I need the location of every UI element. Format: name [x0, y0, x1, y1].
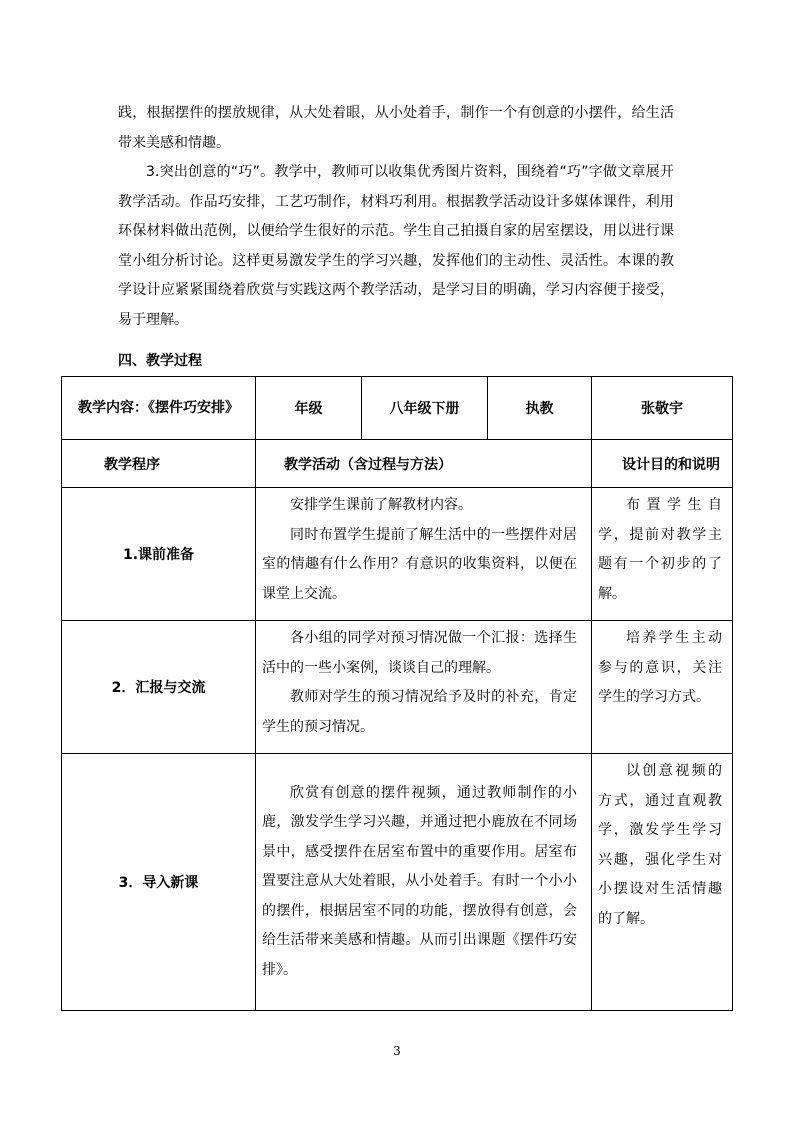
page-number: 3 [393, 1044, 401, 1058]
teacher-name: 张敬宇 [592, 377, 733, 440]
section-heading: 四、教学过程 [118, 353, 202, 369]
procedure-column-header: 教学程序 [62, 440, 256, 488]
activity-cell [256, 754, 592, 1011]
purpose-column-header: 设计目的和说明 [592, 440, 733, 488]
teacher-label: 执教 [488, 377, 592, 440]
step-cell: 1.课前准备 [62, 488, 256, 621]
activity-paragraph: 安排学生课前了解教材内容。 [290, 497, 472, 513]
table-header-row [62, 377, 733, 440]
grade-label: 年级 [256, 377, 362, 440]
step-cell: 3．导入新课 [62, 754, 256, 1011]
activity-cell [256, 621, 592, 754]
activity-paragraph: 各小组的同学对预习情况做一个汇报：选择生活中的一些小案例，谈谈自己的理解。 [262, 630, 577, 676]
purpose-text: 培养学生主动参与的意识，关注学生的学习方式。 [598, 630, 722, 705]
table-row [62, 621, 733, 754]
purpose-cell [592, 754, 733, 1011]
activity-paragraph: 教师对学生的预习情况给予及时的补充，肯定学生的预习情况。 [262, 689, 577, 735]
grade-value: 八年级下册 [362, 377, 488, 440]
column-header-row [62, 440, 733, 488]
table-row [62, 488, 733, 621]
activity-column-header: 教学活动（含过程与方法） [256, 440, 592, 488]
purpose-cell [592, 488, 733, 621]
activity-cell [256, 488, 592, 621]
lesson-content-cell: 教学内容：《摆件巧安排》 [62, 377, 256, 440]
intro-paragraph-1: 践，根据摆件的摆放规律，从大处着眼，从小处着手，制作一个有创意的小摆件，给生活带来美感和情趣。 [118, 105, 674, 151]
table-row [62, 754, 733, 1011]
intro-paragraph-2: 3.突出创意的“巧”。教学中，教师可以收集优秀图片资料，围绕着“巧”字做文章展开教学活动。作品巧安排，工艺巧制作，材料巧利用。根据教学活动设计多媒体课件，利用环保材料做出范例，以便给学生很好的示范。学生自己拍摄自家的居室摆设，用以进行课堂小组分析讨论。这样更易激发学生的学习兴趣，发挥他们的主动性、灵活性。本课的教学设计应紧紧围绕着欣赏与实践这两个教学活动，是学习目的明确，学习内容便于接受，易于理解。 [118, 164, 674, 328]
purpose-text: 以创意视频的方式，通过直观教学，激发学生学习兴趣，强化学生对小摆设对生活情趣的了解。 [598, 763, 722, 927]
purpose-text: 布置学生自学，提前对教学主题有一个初步的了解。 [598, 497, 722, 602]
step-cell: 2．汇报与交流 [62, 621, 256, 754]
teaching-process-table [61, 376, 733, 1011]
purpose-cell [592, 621, 733, 754]
activity-paragraph: 同时布置学生提前了解生活中的一些摆件对居室的情趣有什么作用？有意识的收集资料，以便在课堂上交流。 [262, 526, 577, 602]
activity-paragraph: 欣赏有创意的摆件视频，通过教师制作的小鹿，激发学生学习兴趣，并通过把小鹿放在不同场景中，感受摆件在居室布置中的重要作用。居室布置要注意从大处着眼，从小处着手。有时一个小小的摆件，根据居室不同的功能，摆放得有创意，会给生活带来美感和情趣。从而引出课题《摆件巧安排》。 [262, 784, 577, 978]
